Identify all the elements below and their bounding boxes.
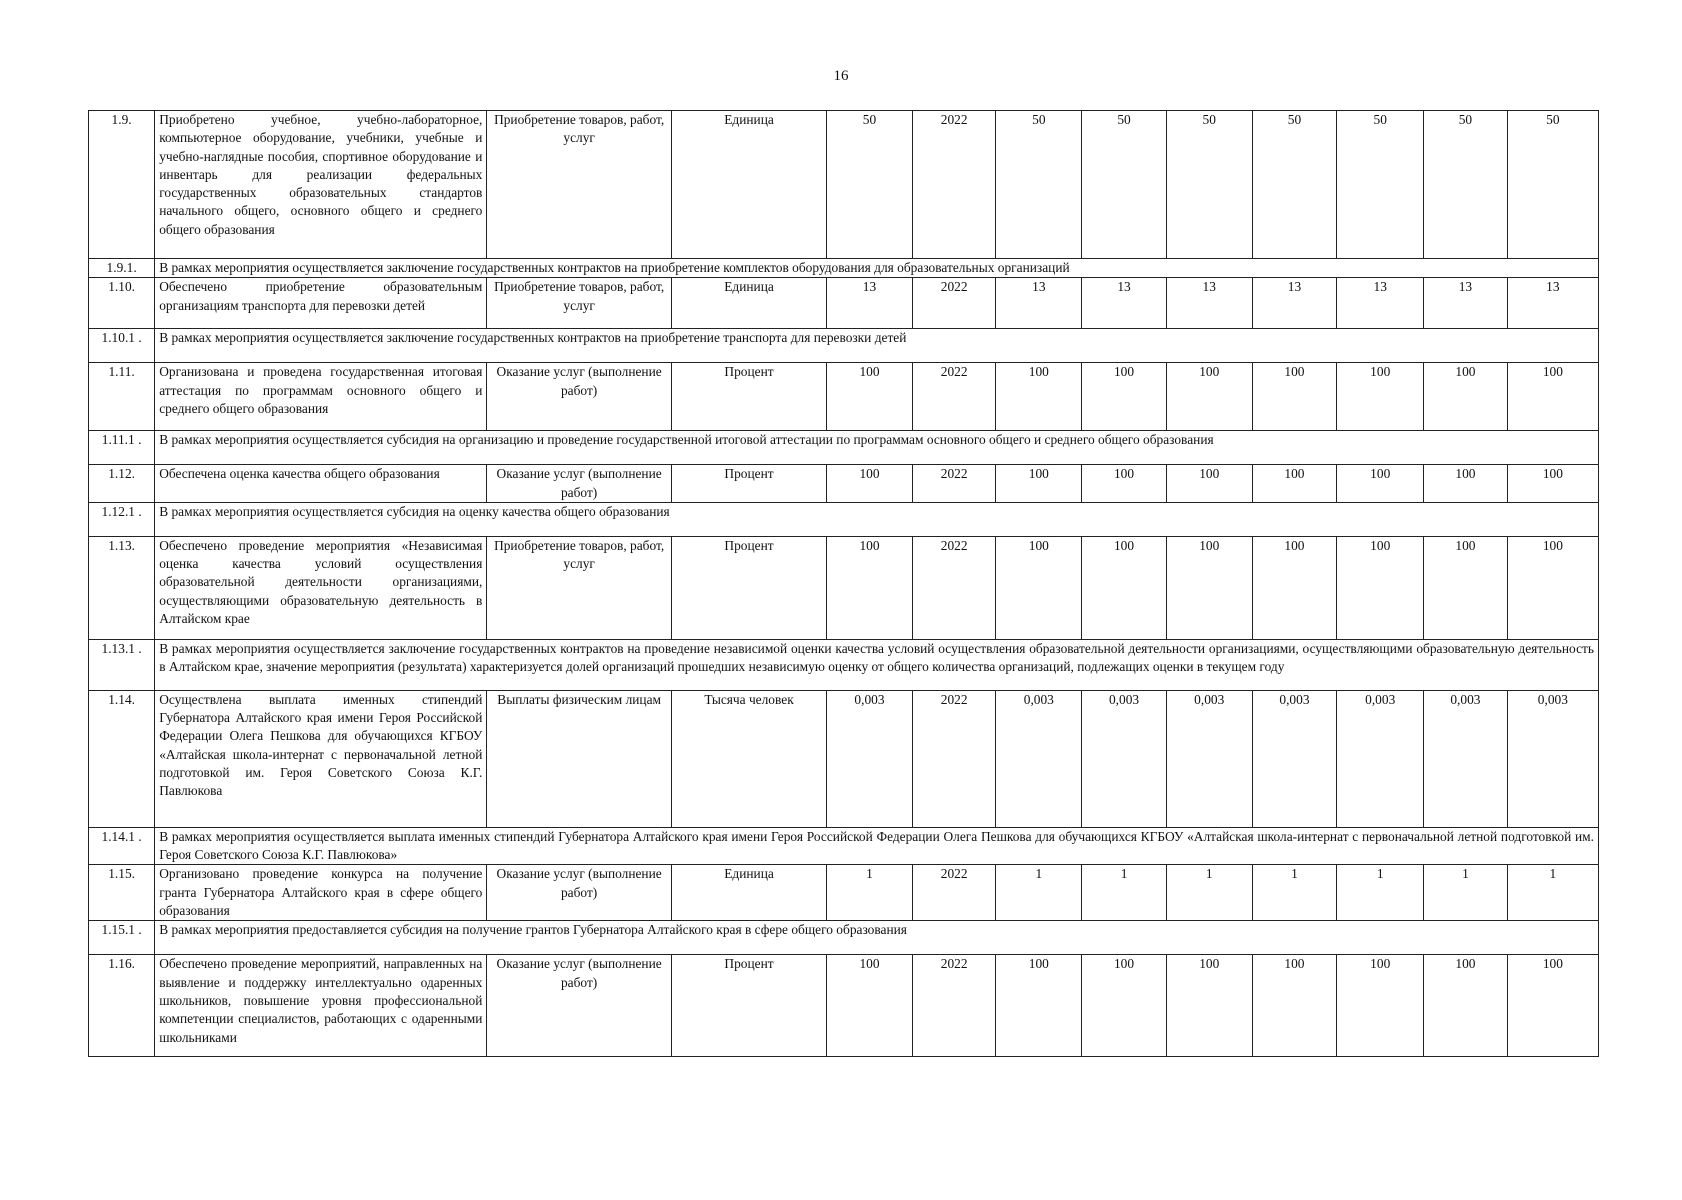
base-value: 100	[827, 465, 913, 503]
yearly-value: 100	[1424, 363, 1508, 431]
measure-type: Приобретение товаров, работ, услуг	[487, 111, 672, 259]
yearly-value: 100	[1166, 955, 1252, 1057]
yearly-value: 1	[1337, 865, 1424, 921]
row-number: 1.13.1 .	[89, 639, 155, 690]
yearly-value: 1	[1166, 865, 1252, 921]
row-number: 1.15.	[89, 865, 155, 921]
base-value: 1	[827, 865, 913, 921]
unit-cell: Процент	[671, 955, 826, 1057]
table-row	[89, 955, 1599, 1057]
yearly-value: 100	[1507, 536, 1598, 639]
measure-type: Оказание услуг (выполнение работ)	[487, 955, 672, 1057]
measure-type: Оказание услуг (выполнение работ)	[487, 465, 672, 503]
table-note-row	[89, 259, 1599, 278]
base-year: 2022	[912, 690, 996, 827]
note-text: В рамках мероприятия осуществляется субсидия на организацию и проведение государственной итоговой аттестации по программам основного общего и среднего общего образования	[155, 431, 1599, 465]
unit-cell: Процент	[671, 363, 826, 431]
measure-name: Обеспечено проведение мероприятия «Независимая оценка качества условий осуществления образовательной деятельности организациями, осуществляющими образовательную деятельность в Алтайском крае	[155, 536, 487, 639]
yearly-value: 0,003	[1252, 690, 1337, 827]
yearly-value: 13	[1424, 278, 1508, 329]
table-row	[89, 278, 1599, 329]
yearly-value: 13	[1507, 278, 1598, 329]
measure-type: Приобретение товаров, работ, услуг	[487, 278, 672, 329]
yearly-value: 1	[1424, 865, 1508, 921]
measure-name: Организована и проведена государственная итоговая аттестация по программам основного общего и среднего общего образования	[155, 363, 487, 431]
yearly-value: 100	[1082, 465, 1167, 503]
measure-name: Приобретено учебное, учебно-лабораторное, компьютерное оборудование, учебники, учебные и учебно-наглядные пособия, спортивное оборудование и инвентарь для реализации федеральных государственных образовательных стандартов начального общего, основного общего и среднего общего образования	[155, 111, 487, 259]
table-row	[89, 363, 1599, 431]
measure-type: Оказание услуг (выполнение работ)	[487, 865, 672, 921]
table-row	[89, 465, 1599, 503]
base-year: 2022	[912, 465, 996, 503]
yearly-value: 0,003	[1337, 690, 1424, 827]
base-value: 100	[827, 536, 913, 639]
table-row	[89, 536, 1599, 639]
base-value: 13	[827, 278, 913, 329]
yearly-value: 100	[1082, 955, 1167, 1057]
base-value: 0,003	[827, 690, 913, 827]
measure-name: Осуществлена выплата именных стипендий Губернатора Алтайского края имени Героя Российской Федерации Олега Пешкова для обучающихся КГБОУ «Алтайская школа-интернат с первоначальной летной подготовкой им. Героя Советского Союза К.Г. Павлюкова	[155, 690, 487, 827]
yearly-value: 100	[1337, 536, 1424, 639]
unit-cell: Процент	[671, 536, 826, 639]
table-note-row	[89, 827, 1599, 865]
yearly-value: 100	[1252, 465, 1337, 503]
yearly-value: 13	[1252, 278, 1337, 329]
base-year: 2022	[912, 278, 996, 329]
table-note-row	[89, 502, 1599, 536]
yearly-value: 0,003	[1507, 690, 1598, 827]
base-value: 100	[827, 363, 913, 431]
yearly-value: 50	[1082, 111, 1167, 259]
note-text: В рамках мероприятия осуществляется субсидия на оценку качества общего образования	[155, 502, 1599, 536]
yearly-value: 13	[996, 278, 1082, 329]
yearly-value: 50	[996, 111, 1082, 259]
yearly-value: 100	[996, 465, 1082, 503]
measure-type: Приобретение товаров, работ, услуг	[487, 536, 672, 639]
measure-type: Выплаты физическим лицам	[487, 690, 672, 827]
table-note-row	[89, 431, 1599, 465]
yearly-value: 100	[1082, 536, 1167, 639]
yearly-value: 100	[1337, 955, 1424, 1057]
indicators-table	[88, 110, 1599, 1057]
table-note-row	[89, 921, 1599, 955]
yearly-value: 100	[1424, 955, 1508, 1057]
table-note-row	[89, 329, 1599, 363]
yearly-value: 100	[996, 363, 1082, 431]
yearly-value: 50	[1166, 111, 1252, 259]
base-value: 50	[827, 111, 913, 259]
yearly-value: 13	[1082, 278, 1167, 329]
row-number: 1.12.	[89, 465, 155, 503]
yearly-value: 1	[996, 865, 1082, 921]
table-row	[89, 111, 1599, 259]
unit-cell: Единица	[671, 865, 826, 921]
yearly-value: 100	[996, 955, 1082, 1057]
row-number: 1.10.1 .	[89, 329, 155, 363]
yearly-value: 100	[1082, 363, 1167, 431]
yearly-value: 100	[1507, 465, 1598, 503]
unit-cell: Единица	[671, 278, 826, 329]
measure-name: Обеспечена оценка качества общего образования	[155, 465, 487, 503]
unit-cell: Единица	[671, 111, 826, 259]
note-text: В рамках мероприятия осуществляется выплата именных стипендий Губернатора Алтайского края имени Героя Российской Федерации Олега Пешкова для обучающихся КГБОУ «Алтайская школа-интернат с первоначальной летной подготовкой им. Героя Советского Союза К.Г. Павлюкова»	[155, 827, 1599, 865]
yearly-value: 50	[1337, 111, 1424, 259]
yearly-value: 0,003	[996, 690, 1082, 827]
unit-cell: Процент	[671, 465, 826, 503]
table-row	[89, 865, 1599, 921]
yearly-value: 0,003	[1166, 690, 1252, 827]
page-number: 16	[833, 68, 849, 84]
yearly-value: 13	[1337, 278, 1424, 329]
row-number: 1.13.	[89, 536, 155, 639]
yearly-value: 100	[1424, 536, 1508, 639]
yearly-value: 50	[1507, 111, 1598, 259]
table-row	[89, 690, 1599, 827]
yearly-value: 100	[996, 536, 1082, 639]
row-number: 1.14.	[89, 690, 155, 827]
measure-name: Организовано проведение конкурса на получение гранта Губернатора Алтайского края в сфере общего образования	[155, 865, 487, 921]
yearly-value: 100	[1252, 536, 1337, 639]
yearly-value: 100	[1507, 955, 1598, 1057]
yearly-value: 50	[1252, 111, 1337, 259]
yearly-value: 100	[1166, 536, 1252, 639]
row-number: 1.10.	[89, 278, 155, 329]
yearly-value: 100	[1424, 465, 1508, 503]
yearly-value: 1	[1252, 865, 1337, 921]
note-text: В рамках мероприятия осуществляется заключение государственных контрактов на приобретение транспорта для перевозки детей	[155, 329, 1599, 363]
row-number: 1.12.1 .	[89, 502, 155, 536]
base-year: 2022	[912, 536, 996, 639]
yearly-value: 13	[1166, 278, 1252, 329]
yearly-value: 100	[1337, 465, 1424, 503]
base-year: 2022	[912, 111, 996, 259]
row-number: 1.11.1 .	[89, 431, 155, 465]
measure-name: Обеспечено приобретение образовательным организациям транспорта для перевозки детей	[155, 278, 487, 329]
row-number: 1.15.1 .	[89, 921, 155, 955]
yearly-value: 1	[1507, 865, 1598, 921]
yearly-value: 100	[1507, 363, 1598, 431]
yearly-value: 1	[1082, 865, 1167, 921]
yearly-value: 50	[1424, 111, 1508, 259]
row-number: 1.14.1 .	[89, 827, 155, 865]
yearly-value: 100	[1166, 363, 1252, 431]
table-note-row	[89, 639, 1599, 690]
yearly-value: 100	[1252, 363, 1337, 431]
row-number: 1.9.	[89, 111, 155, 259]
measure-type: Оказание услуг (выполнение работ)	[487, 363, 672, 431]
base-year: 2022	[912, 865, 996, 921]
yearly-value: 0,003	[1082, 690, 1167, 827]
measure-name: Обеспечено проведение мероприятий, направленных на выявление и поддержку интеллектуально одаренных школьников, повышение уровня профессиональной компетенции специалистов, работающих с одаренными школьниками	[155, 955, 487, 1057]
row-number: 1.9.1.	[89, 259, 155, 278]
base-year: 2022	[912, 363, 996, 431]
base-value: 100	[827, 955, 913, 1057]
yearly-value: 0,003	[1424, 690, 1508, 827]
row-number: 1.16.	[89, 955, 155, 1057]
base-year: 2022	[912, 955, 996, 1057]
unit-cell: Тысяча человек	[671, 690, 826, 827]
note-text: В рамках мероприятия осуществляется заключение государственных контрактов на проведение независимой оценки качества условий осуществления образовательной деятельности организациями, осуществляющими образовательную деятельность в Алтайском крае, значение мероприятия (результата) характеризуется долей организаций прошедших независимую оценку от общего количества организаций, подлежащих оценки в текущем году	[155, 639, 1599, 690]
yearly-value: 100	[1337, 363, 1424, 431]
note-text: В рамках мероприятия осуществляется заключение государственных контрактов на приобретение комплектов оборудования для образовательных организаций	[155, 259, 1599, 278]
yearly-value: 100	[1166, 465, 1252, 503]
note-text: В рамках мероприятия предоставляется субсидия на получение грантов Губернатора Алтайского края в сфере общего образования	[155, 921, 1599, 955]
yearly-value: 100	[1252, 955, 1337, 1057]
row-number: 1.11.	[89, 363, 155, 431]
